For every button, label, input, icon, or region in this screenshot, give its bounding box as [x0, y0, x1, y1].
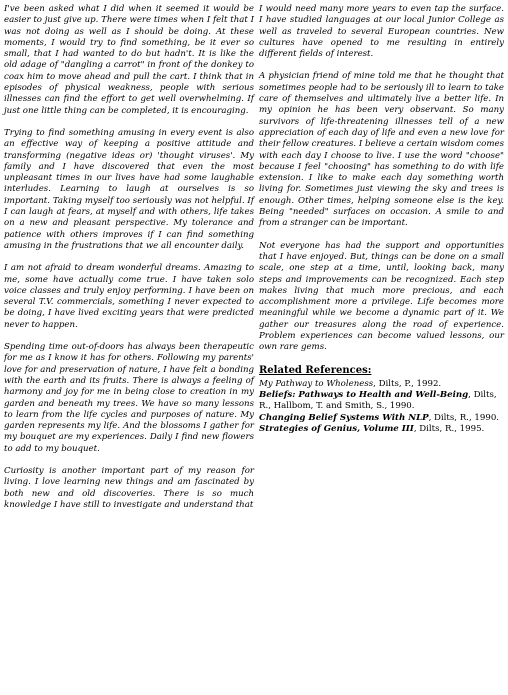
reference-item — [259, 413, 504, 424]
paragraph: I am not afraid to dream wonderful dreams. Amazing to me, some have actually come true. I have taken solo voice classes and truly enjoy performing. I have been on several T.V. commercials, something I never expected to be doing, I have lived exciting years that were predicted never to happen. — [4, 263, 254, 330]
reference-item — [259, 390, 504, 413]
reference-item — [259, 379, 504, 390]
paragraph: I would need many more years to even tap the surface. I have studied languages at our local Junior College as well as traveled to several European countries. New cultures have opened to me resulting in entirely different fields of interest. — [259, 4, 504, 60]
reference-details: , Dilts, R., 1995. — [413, 423, 485, 434]
related-references — [259, 365, 504, 435]
reference-title: Strategies of Genius, Volume III — [259, 423, 414, 434]
right-column — [259, 4, 504, 435]
reference-title: Beliefs: Pathways to Health and Well-Being — [259, 389, 469, 400]
paragraph: Spending time out-of-doors has always been therapeutic for me as I know it has for others. Following my parents' love for and preservation of nature, I have felt a bonding with the earth and its fruits. There is always a feeling of harmony and joy for me in being close to creation in my garden and beneath my trees. We have so many lessons to learn from the life cycles and purposes of nature. My garden represents my life. And the blossoms I gather for my bouquet are my experiences. Daily I find new flowers to add to my bouquet. — [4, 342, 254, 454]
references-heading: Related References: — [259, 364, 372, 376]
reference-details: , Dilts, R., 1990. — [428, 412, 500, 423]
reference-item — [259, 424, 504, 435]
paragraph: Trying to find something amusing in every event is also an effective way of keeping a positive attitude and transforming (negative ideas or) 'thought viruses'. My family and I have discovered that even the most unpleasant times in our lives have had some laughable interludes. Learning to laugh at ourselves is so important. Taking myself too seriously was not helpful. If I can laugh at fears, at myself and with others, life takes on a new and pleasant perspective. My tolerance and patience with others improves if I can find something amusing in the frustrations that we all encounter daily. — [4, 127, 254, 251]
paragraph: Not everyone has had the support and opportunities that I have enjoyed. But, things can be done on a small scale, one step at a time, until, looking back, many steps and improvements can be recognized. Each step makes living that much more precious, and each accomplishment more a privilege. Life becomes more meaningful while we become a dynamic part of it. We gather our treasures along the road of experience. Problem experiences can become valued lessons, our own rare gems. — [259, 240, 504, 353]
paragraph: A physician friend of mine told me that he thought that sometimes people had to be seriously ill to learn to take care of themselves and ultimately live a better life. In my opinion he has been very observant. So many survivors of life-threatening illnesses tell of a new appreciation of each day of life and even a new love for their fellow creatures. I believe a certain wisdom comes with each day I choose to live. I use the word "choose" because I feel "choosing" has something to do with life extension. I like to make each day something worth living for. Sometimes just viewing the sky and trees is enough. Other times, helping someone else is the key. Being "needed" surfaces on occasion. A smile to and from a stranger can be important. — [259, 71, 504, 229]
paragraph: I've been asked what I did when it seemed it would be easier to just give up. There were times when I felt that I was not doing as well as I should be doing. At these moments, I would try to find something, be it ever so small, that I had wanted to do but hadn't. It is like the old adage of "dangling a carrot" in front of the donkey to coax him to move ahead and pull the cart. I think that in episodes of physical weakness, people with serious illnesses can find the effort to get well overwhelming. If just one little thing can be completed, it is encouraging. — [4, 4, 254, 116]
reference-title: My Pathway to Wholeness — [259, 378, 374, 389]
paragraph: Curiosity is another important part of my reason for living. I love learning new things and am fascinated by both new and old discoveries. There is so much knowledge I have still to investigate and understand that — [4, 465, 254, 510]
reference-details: , Dilts, P., 1992. — [373, 378, 442, 389]
reference-title: Changing Belief Systems With NLP — [259, 412, 429, 423]
reference-details: , Dilts, R., Hallbom, T. and Smith, S., 1990. — [259, 389, 497, 412]
left-column — [4, 4, 254, 522]
